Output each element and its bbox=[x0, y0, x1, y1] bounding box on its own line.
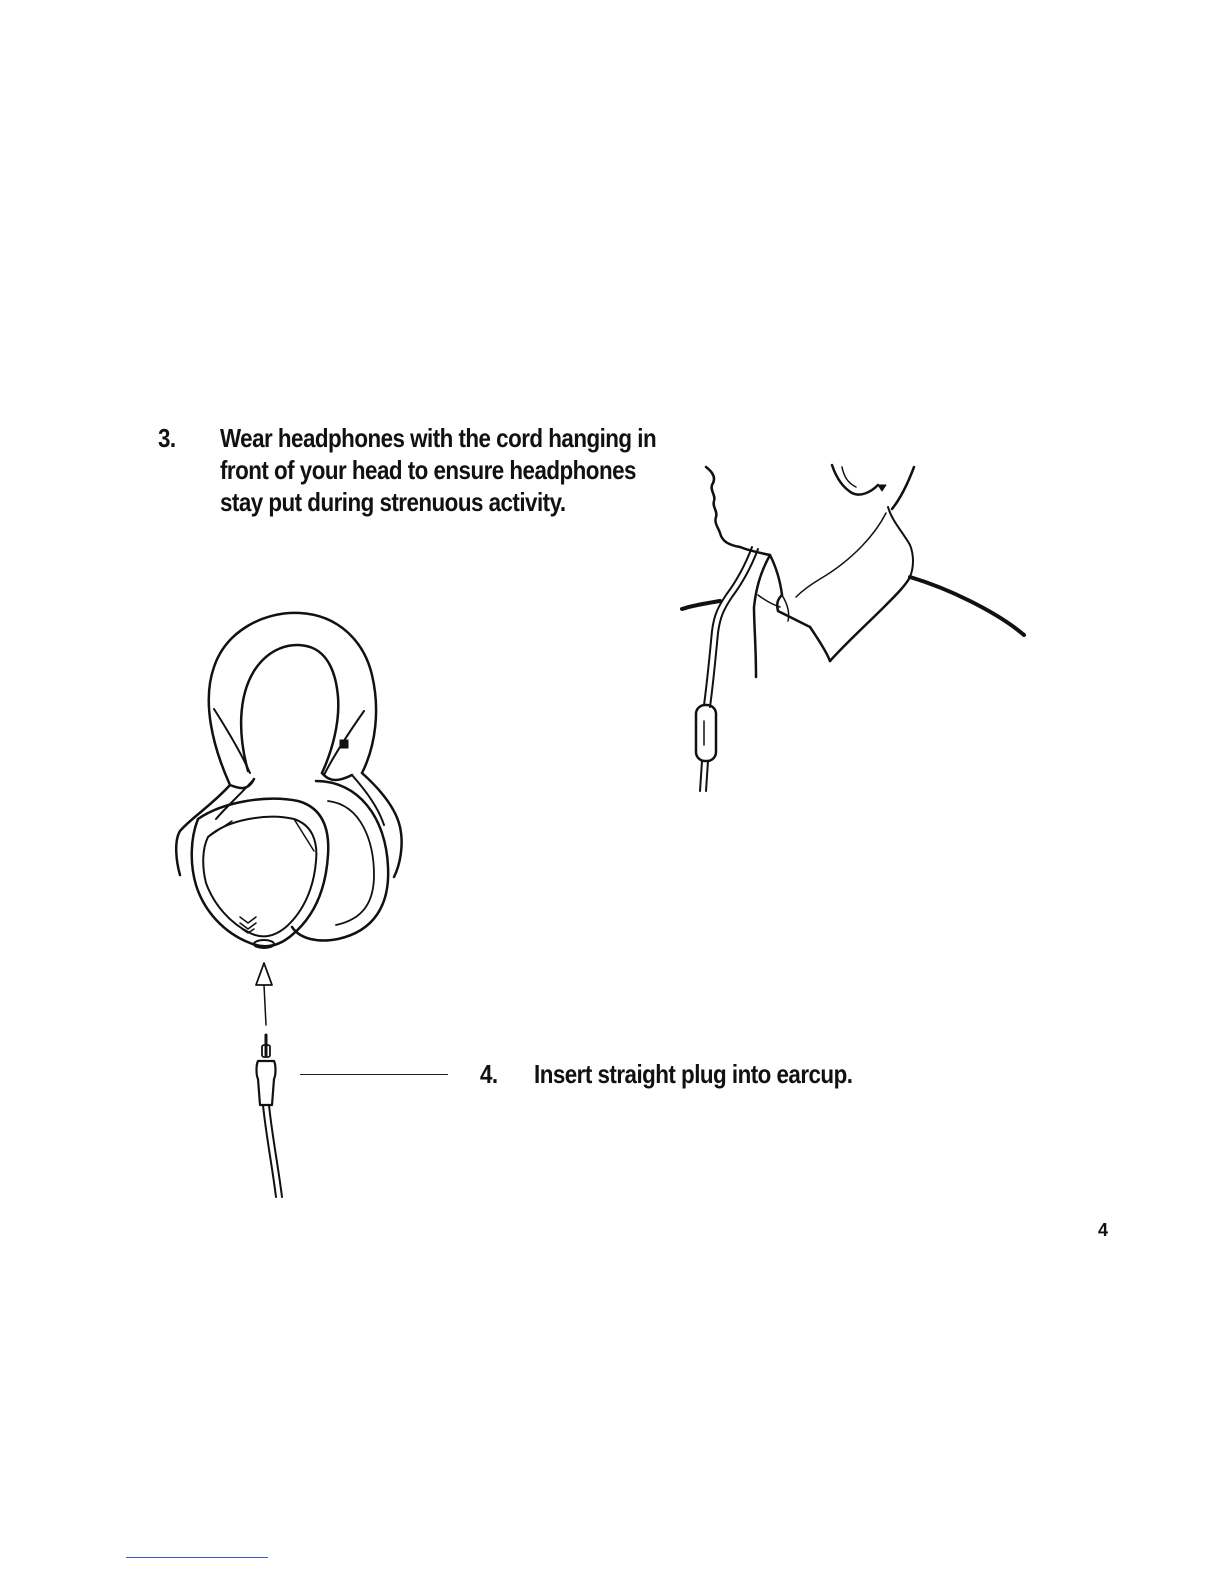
step-3-line: Wear headphones with the cord hanging in bbox=[220, 423, 657, 453]
step-3-line: stay put during strenuous activity. bbox=[220, 487, 566, 517]
page-number: 4 bbox=[1098, 1220, 1109, 1240]
footer-rule bbox=[126, 1557, 268, 1558]
step-4-leader-line bbox=[300, 1074, 448, 1075]
step-4-instruction: Insert straight plug into earcup. bbox=[534, 1059, 853, 1089]
neck-illustration bbox=[670, 455, 1040, 800]
step-3-line: front of your head to ensure headphones bbox=[220, 455, 636, 485]
step-3-instruction bbox=[220, 422, 702, 518]
step-3-number: 3. bbox=[158, 423, 176, 453]
step-4-number: 4. bbox=[480, 1059, 498, 1089]
headphone-illustration bbox=[168, 605, 413, 1200]
